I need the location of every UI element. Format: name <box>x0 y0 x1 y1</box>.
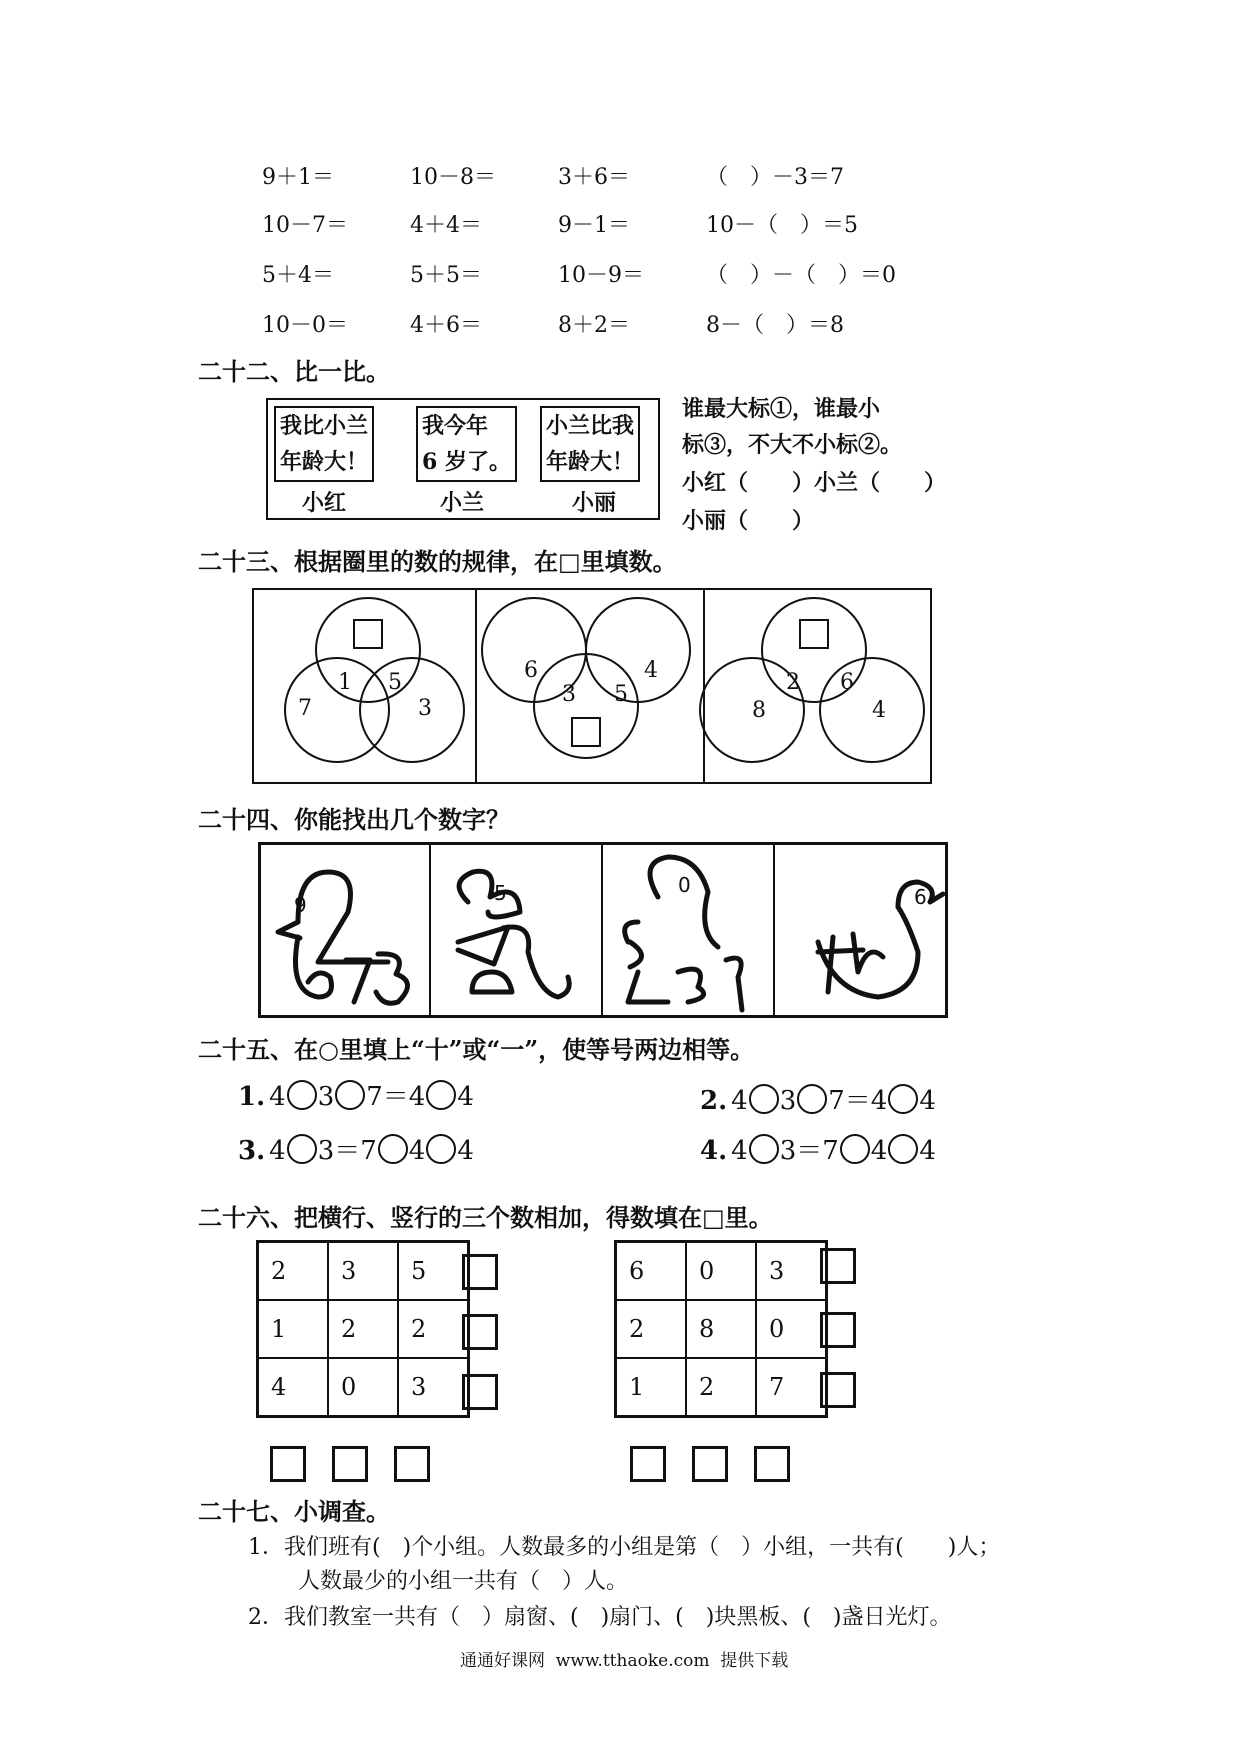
number-grid <box>614 1240 828 1418</box>
bubble-line: 小兰比我 <box>546 413 635 439</box>
expression <box>700 1080 936 1117</box>
section-25-title: 二十五、在○里填上“十”或“一”，使等号两边相等。 <box>198 1035 755 1064</box>
equation: 4＋6＝ <box>410 313 482 338</box>
operator-circle[interactable] <box>335 1080 365 1110</box>
bubble-line: 我今年 <box>422 413 489 439</box>
row-sum-box[interactable] <box>820 1372 856 1408</box>
grid-cell: 4 <box>258 1358 329 1417</box>
operator-circle[interactable] <box>749 1084 779 1114</box>
circle-number: 4 <box>644 658 658 683</box>
equation: 9＋1＝ <box>262 165 334 190</box>
grid-cell: 0 <box>756 1300 827 1358</box>
row-sum-box[interactable] <box>462 1254 498 1290</box>
section-26-title: 二十六、把横行、竖行的三个数相加，得数填在□里。 <box>198 1203 773 1232</box>
expression <box>700 1130 936 1167</box>
circle-number: 3 <box>562 682 576 707</box>
circle-number: 3 <box>418 696 432 721</box>
circle-number: 7 <box>298 696 312 721</box>
item-number: 4. <box>700 1136 728 1166</box>
equation: 4＋4＝ <box>410 213 482 238</box>
svg-text:6: 6 <box>914 885 927 909</box>
equation: 10－8＝ <box>410 165 496 190</box>
hidden-digits-puzzle <box>258 842 948 1018</box>
term: 4 <box>870 1136 888 1166</box>
bubble-line: 年龄大！ <box>546 449 635 475</box>
bubble-line: 年龄大！ <box>280 449 369 475</box>
survey-question: 2．我们教室一共有（ ）扇窗、( )扇门、( )块黑板、( )盏日光灯。 <box>248 1605 952 1630</box>
answer-box <box>800 620 828 648</box>
number-grid <box>256 1240 470 1418</box>
row-sum-box[interactable] <box>820 1312 856 1348</box>
item-number: 2. <box>700 1086 728 1116</box>
instruction: 谁最大标①，谁最小 <box>682 396 881 422</box>
speaker-name: 小兰 <box>440 490 485 516</box>
term: 4 <box>269 1082 286 1112</box>
term: 4 <box>408 1136 426 1166</box>
answer-box <box>572 718 600 746</box>
grid-cell: 8 <box>686 1300 756 1358</box>
circle-number: 5 <box>388 670 402 695</box>
equation: （ ）－（ ）＝0 <box>706 263 896 288</box>
item-number: 3. <box>238 1136 266 1166</box>
section-22-title: 二十二、比一比。 <box>198 357 390 386</box>
speech-bubble <box>416 406 517 482</box>
grid-cell: 7 <box>756 1358 827 1417</box>
circle-number: 6 <box>840 670 854 695</box>
footer-credit: 通通好课网 www.tthaoke.com 提供下载 <box>460 1651 789 1671</box>
survey-question: 1．我们班有( )个小组。人数最多的小组是第（ ）小组，一共有( )人； <box>248 1535 1001 1560</box>
expression <box>238 1076 474 1113</box>
term: 7＝4 <box>366 1082 426 1112</box>
term: 3＝7 <box>779 1136 839 1166</box>
grid-cell: 2 <box>686 1358 756 1417</box>
term: 4 <box>731 1136 748 1166</box>
circle-puzzle <box>252 588 932 784</box>
column-sum-box[interactable] <box>270 1446 306 1482</box>
operator-circle[interactable] <box>287 1080 317 1110</box>
term: 3＝7 <box>317 1136 377 1166</box>
grid-cell: 2 <box>398 1300 469 1358</box>
section-23-title: 二十三、根据圈里的数的规律，在□里填数。 <box>198 547 677 576</box>
equation: 8＋2＝ <box>558 313 630 338</box>
term: 4 <box>919 1086 936 1116</box>
svg-text:9: 9 <box>294 893 307 917</box>
operator-circle[interactable] <box>888 1134 918 1164</box>
equation: 8－（ ）＝8 <box>706 313 844 338</box>
grid-cell: 1 <box>616 1358 687 1417</box>
equation: 3＋6＝ <box>558 165 630 190</box>
circle-number: 2 <box>786 670 800 695</box>
grid-cell: 3 <box>756 1242 827 1301</box>
bubble-line: 6 岁了。 <box>422 449 511 475</box>
item-number: 1. <box>238 1082 266 1112</box>
row-sum-box[interactable] <box>462 1374 498 1410</box>
speaker-name: 小丽 <box>572 490 617 516</box>
grid-cell: 3 <box>398 1358 469 1417</box>
speaker-name: 小红 <box>302 490 347 516</box>
equation: 10－0＝ <box>262 313 348 338</box>
svg-text:0: 0 <box>678 873 691 897</box>
operator-circle[interactable] <box>426 1134 456 1164</box>
operator-circle[interactable] <box>749 1134 779 1164</box>
equation: 5＋4＝ <box>262 263 334 288</box>
speech-bubble <box>540 406 640 482</box>
equation: 5＋5＝ <box>410 263 482 288</box>
equation: （ ）－3＝7 <box>706 165 844 190</box>
svg-text:5: 5 <box>494 881 507 905</box>
term: 4 <box>731 1086 748 1116</box>
grid-cell: 5 <box>398 1242 469 1301</box>
circle-number: 4 <box>872 698 886 723</box>
grid-cell: 1 <box>258 1300 329 1358</box>
equation: 10－7＝ <box>262 213 348 238</box>
section-27-title: 二十七、小调查。 <box>198 1497 390 1526</box>
term: 4 <box>919 1136 936 1166</box>
equation: 9－1＝ <box>558 213 630 238</box>
expression <box>238 1130 474 1167</box>
column-sum-box[interactable] <box>394 1446 430 1482</box>
grid-cell: 0 <box>686 1242 756 1301</box>
column-sum-box[interactable] <box>332 1446 368 1482</box>
grid-cell: 2 <box>258 1242 329 1301</box>
grid-cell: 0 <box>328 1358 398 1417</box>
survey-question: 人数最少的小组一共有（ ）人。 <box>298 1569 629 1594</box>
circle-number: 1 <box>338 670 352 695</box>
operator-circle[interactable] <box>426 1080 456 1110</box>
column-sum-box[interactable] <box>692 1446 728 1482</box>
term: 3 <box>317 1082 335 1112</box>
equation: 10－（ ）＝5 <box>706 213 858 238</box>
answer-line: 小丽（ ） <box>682 508 815 534</box>
grid-cell: 2 <box>616 1300 687 1358</box>
term: 7＝4 <box>828 1086 888 1116</box>
equation: 10－9＝ <box>558 263 644 288</box>
bubble-line: 我比小兰 <box>280 413 369 439</box>
column-sum-box[interactable] <box>754 1446 790 1482</box>
answer-box <box>354 620 382 648</box>
operator-circle[interactable] <box>287 1134 317 1164</box>
instruction: 标③，不大不小标②。 <box>682 432 903 458</box>
speech-bubble <box>274 406 374 482</box>
grid-cell: 2 <box>328 1300 398 1358</box>
term: 4 <box>457 1082 474 1112</box>
circle-number: 5 <box>614 682 628 707</box>
operator-circle[interactable] <box>797 1084 827 1114</box>
operator-circle[interactable] <box>840 1134 870 1164</box>
term: 4 <box>269 1136 286 1166</box>
term: 3 <box>779 1086 797 1116</box>
column-sum-box[interactable] <box>630 1446 666 1482</box>
row-sum-box[interactable] <box>820 1248 856 1284</box>
operator-circle[interactable] <box>378 1134 408 1164</box>
term: 4 <box>457 1136 474 1166</box>
grid-cell: 6 <box>616 1242 687 1301</box>
circle-number: 8 <box>752 698 766 723</box>
operator-circle[interactable] <box>888 1084 918 1114</box>
row-sum-box[interactable] <box>462 1314 498 1350</box>
section-24-title: 二十四、你能找出几个数字？ <box>198 805 510 834</box>
circle-number: 6 <box>524 658 538 683</box>
answer-line: 小红（ ）小兰（ ） <box>682 470 947 496</box>
grid-cell: 3 <box>328 1242 398 1301</box>
